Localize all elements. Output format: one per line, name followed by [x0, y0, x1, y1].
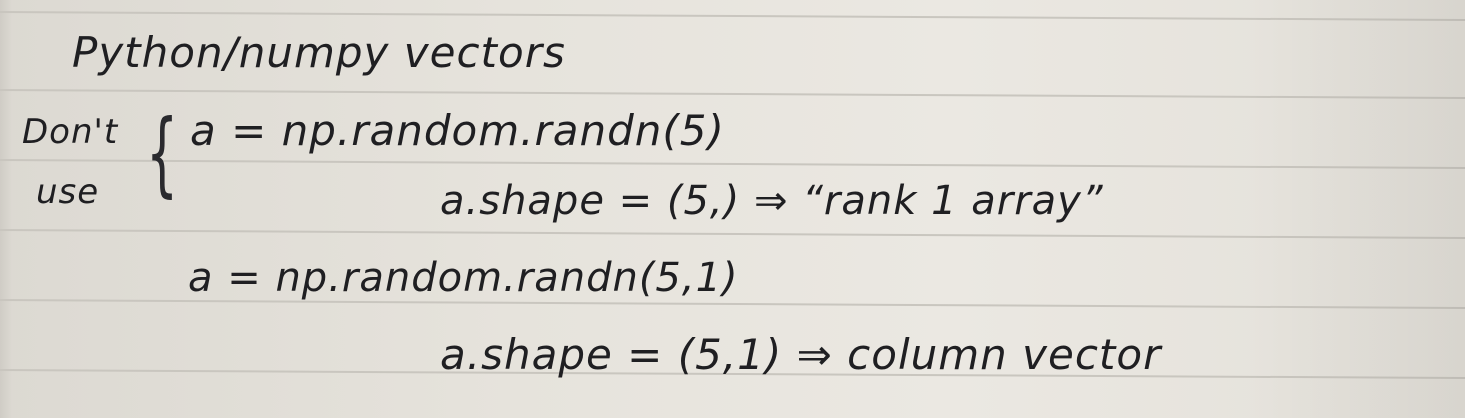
shape-line-rank1: a.shape = (5,) ⇒ “rank 1 array”	[440, 178, 1104, 224]
shape-line-column-vector: a.shape = (5,1) ⇒ column vector	[440, 330, 1162, 379]
rule-line	[0, 230, 1465, 238]
code-line-randn-5: a = np.random.randn(5)	[190, 106, 725, 155]
rule-line	[0, 90, 1465, 98]
dont-label: Don't	[22, 112, 119, 152]
rule-line	[0, 160, 1465, 168]
rule-line	[0, 300, 1465, 308]
code-line-randn-5-1: a = np.random.randn(5,1)	[188, 255, 739, 301]
curly-brace: {	[146, 100, 179, 207]
page-title: Python/numpy vectors	[72, 28, 566, 77]
rule-line	[0, 12, 1465, 20]
use-label: use	[36, 172, 100, 212]
